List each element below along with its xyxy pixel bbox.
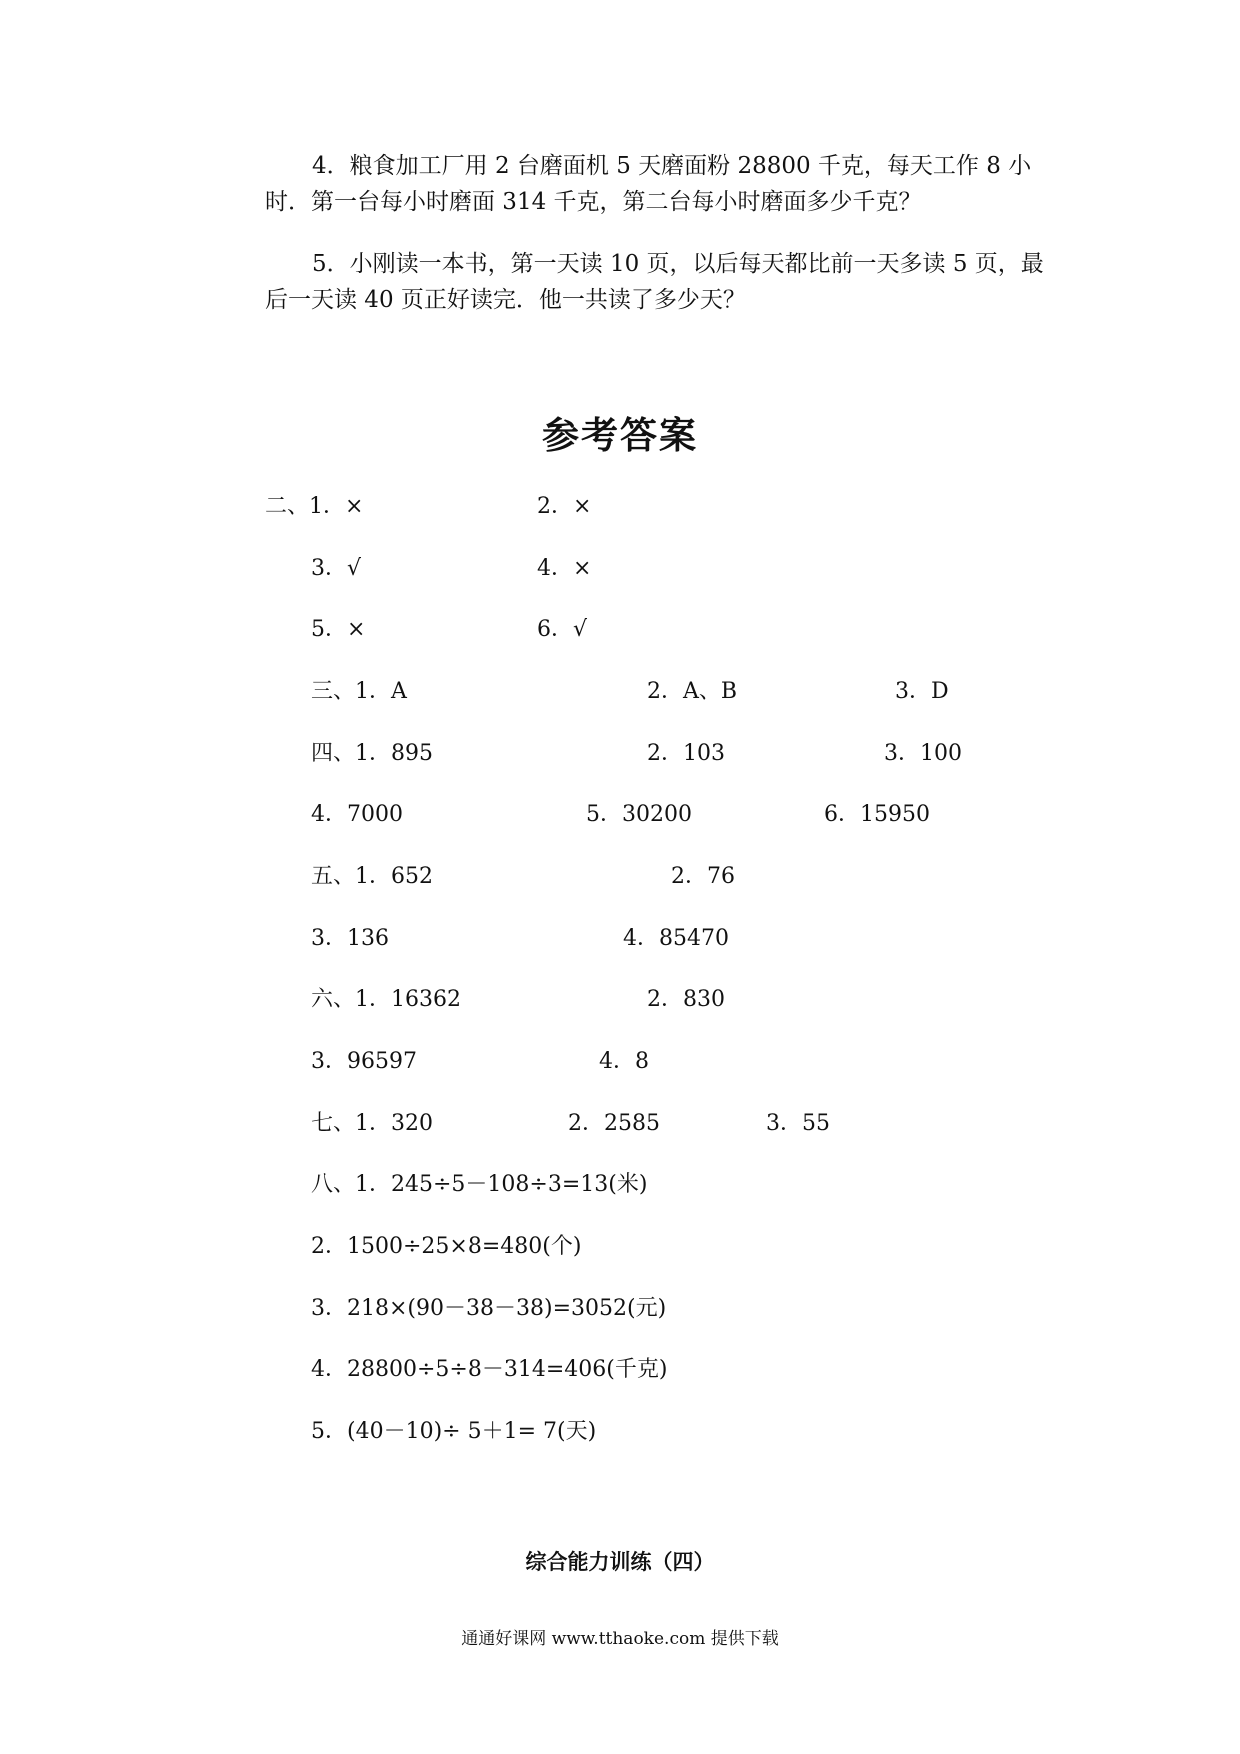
next-section-title: 综合能力训练（四） [525,1549,715,1574]
answer-4-3: 3．100 [884,741,962,766]
answer-2-2: 2．× [537,494,592,519]
answer-row [0,1293,1240,1325]
answer-row [0,738,1240,770]
answer-2-1: 二、1．× [265,494,364,519]
answer-row [0,1046,1240,1078]
answer-row [0,984,1240,1016]
answer-3-2: 2．A、B [647,679,738,704]
word-problem-5: 5．小刚读一本书，第一天读 10 页，以后每天都比前一天多读 5 页，最后一天读 40 页正好读完．他一共读了多少天？ [265,251,1044,313]
answer-4-2: 2．103 [647,741,725,766]
answer-4-5: 5．30200 [586,802,692,827]
answer-row [0,676,1240,708]
answer-5-1: 五、1．652 [311,864,433,889]
answer-3-1: 三、1．A [311,679,407,704]
answer-4-4: 4．7000 [311,802,403,827]
answer-row [0,1108,1240,1140]
answer-5-3: 3．136 [311,926,389,951]
answer-5-2: 2．76 [671,864,735,889]
answer-7-3: 3．55 [766,1111,830,1136]
answer-2-3: 3．√ [311,556,362,581]
answer-row [0,553,1240,585]
answer-8-2: 2．1500÷25×8=480(个) [311,1234,582,1259]
answer-8-5: 5．(40－10)÷ 5＋1= 7(天) [311,1419,597,1444]
answers-heading: 参考答案 [542,413,698,457]
answer-2-4: 4．× [537,556,592,581]
answer-row [0,1169,1240,1201]
answer-8-4: 4．28800÷5÷8－314=406(千克) [311,1357,668,1382]
answer-row [0,491,1240,523]
answer-6-4: 4．8 [599,1049,649,1074]
answer-7-1: 七、1．320 [311,1111,433,1136]
answer-7-2: 2．2585 [568,1111,660,1136]
answer-4-1: 四、1．895 [311,741,433,766]
answer-5-4: 4．85470 [623,926,729,951]
download-footer: 通通好课网 www.tthaoke.com 提供下载 [461,1629,779,1649]
answer-row [0,923,1240,955]
answer-6-2: 2．830 [647,987,725,1012]
answer-6-1: 六、1．16362 [311,987,461,1012]
answer-row [0,1231,1240,1263]
answer-8-3: 3．218×(90－38－38)=3052(元) [311,1296,667,1321]
answer-2-6: 6．√ [537,617,588,642]
answer-8-1: 八、1．245÷5－108÷3=13(米) [311,1172,648,1197]
answer-6-3: 3．96597 [311,1049,417,1074]
word-problem-4: 4．粮食加工厂用 2 台磨面机 5 天磨面粉 28800 千克，每天工作 8 小时．第一台每小时磨面 314 千克，第二台每小时磨面多少千克？ [265,153,1032,215]
answer-row [0,1416,1240,1448]
answer-2-5: 5．× [311,617,366,642]
answer-row [0,1354,1240,1386]
answer-row [0,861,1240,893]
answer-4-6: 6．15950 [824,802,930,827]
answer-row [0,799,1240,831]
answer-3-3: 3．D [895,679,949,704]
answer-row [0,614,1240,646]
